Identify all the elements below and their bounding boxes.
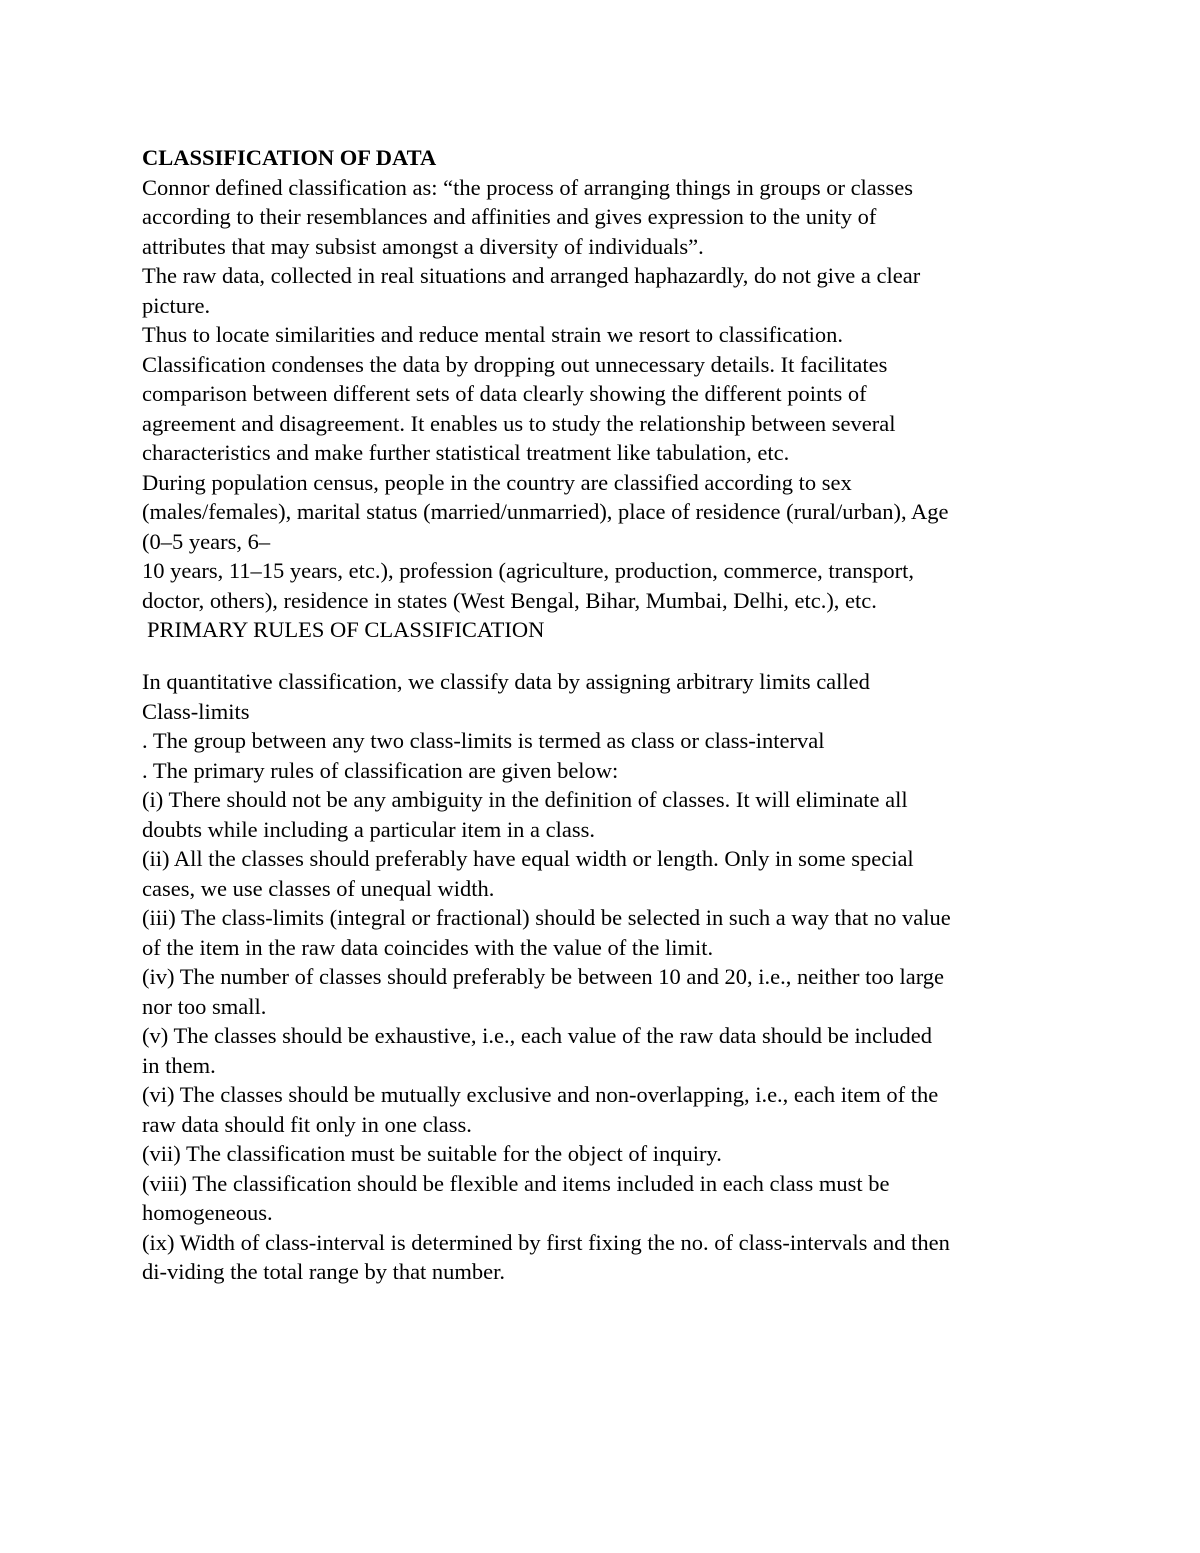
rule-item: (i) There should not be any ambiguity in the definition of classes. It will eliminate all (142, 787, 908, 812)
text-line: doctor, others), residence in states (West Bengal, Bihar, Mumbai, Delhi, etc.), etc. (142, 587, 877, 613)
document-title: CLASSIFICATION OF DATA (142, 145, 437, 170)
text-line: doubts while including a particular item in a class. (142, 816, 596, 842)
rule-item: (iv) The number of classes should preferably be between 10 and 20, i.e., neither too large (142, 964, 945, 989)
rule-item: (iii) The class-limits (integral or fractional) should be selected in such a way that no value (142, 905, 951, 930)
text-line: comparison between different sets of data clearly showing the different points of (142, 381, 867, 406)
text-line: cases, we use classes of unequal width. (142, 875, 495, 901)
text-line: Class-limits (142, 698, 250, 724)
rules-list (142, 667, 1072, 1287)
text-line: In quantitative classification, we classify data by assigning arbitrary limits called (142, 669, 870, 694)
rule-item: (vii) The classification must be suitable for the object of inquiry. (142, 1141, 722, 1166)
text-line: Classification condenses the data by dropping out unnecessary details. It facilitates (142, 351, 888, 377)
text-line: During population census, people in the country are classified according to sex (142, 469, 852, 495)
text-line: 10 years, 11–15 years, etc.), profession (agriculture, production, commerce, transport, (142, 558, 915, 583)
text-line: homogeneous. (142, 1200, 273, 1225)
text-line: (males/females), marital status (married/unmarried), place of residence (rural/urban), Age (142, 499, 949, 524)
text-line: characteristics and make further statistical treatment like tabulation, etc. (142, 440, 790, 465)
text-line: di-viding the total range by that number. (142, 1259, 506, 1284)
text-line: . The primary rules of classification are given below: (142, 757, 619, 783)
text-line: according to their resemblances and affinities and gives expression to the unity of (142, 204, 877, 229)
text-line: of the item in the raw data coincides with the value of the limit. (142, 934, 714, 960)
text-line: (0–5 years, 6– (142, 528, 271, 554)
text-line: . The group between any two class-limits is termed as class or class-interval (142, 728, 825, 753)
text-line: in them. (142, 1052, 216, 1078)
text-line: attributes that may subsist amongst a diversity of individuals”. (142, 233, 704, 259)
blank-line (142, 645, 1072, 668)
text-line: nor too small. (142, 993, 267, 1019)
rule-item: (viii) The classification should be flexible and items included in each class must be (142, 1170, 890, 1196)
text-line: raw data should fit only in one class. (142, 1111, 472, 1137)
rule-item: (ix) Width of class-interval is determined by first fixing the no. of class-intervals and then (142, 1229, 950, 1255)
text-line: Connor defined classification as: “the process of arranging things in groups or classes (142, 174, 914, 200)
text-line: Thus to locate similarities and reduce mental strain we resort to classification. (142, 322, 844, 347)
section-heading: PRIMARY RULES OF CLASSIFICATION (147, 617, 545, 642)
document-body (142, 143, 1072, 1287)
rule-item: (vi) The classes should be mutually exclusive and non-overlapping, i.e., each item of the (142, 1082, 939, 1107)
text-line: The raw data, collected in real situations and arranged haphazardly, do not give a clear (142, 263, 921, 288)
text-line: picture. (142, 292, 211, 318)
intro-paragraphs (142, 173, 1072, 616)
rule-item: (ii) All the classes should preferably have equal width or length. Only in some special (142, 846, 914, 871)
text-line: agreement and disagreement. It enables us to study the relationship between several (142, 410, 896, 436)
rule-item: (v) The classes should be exhaustive, i.e., each value of the raw data should be included (142, 1023, 932, 1048)
